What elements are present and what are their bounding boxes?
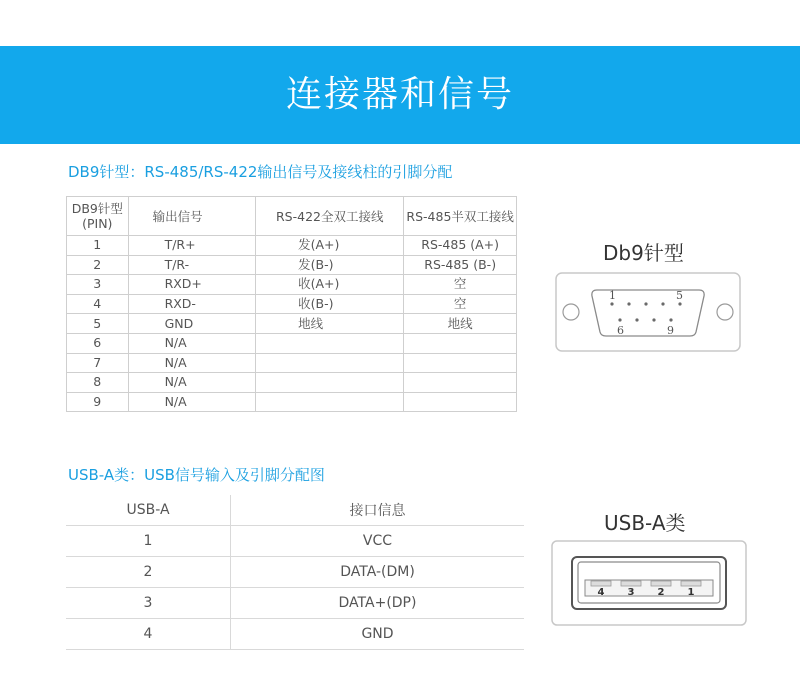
usb-pinout-table — [66, 495, 524, 650]
db9-connector-diagram — [555, 272, 741, 352]
db9-pin-4 — [661, 302, 664, 305]
rs422-cell — [256, 333, 404, 353]
rs422-cell: 收(A+) — [256, 275, 404, 295]
signal-cell: RXD- — [128, 294, 256, 314]
usb-pin-cell: 2 — [66, 557, 231, 588]
pin-cell: 9 — [67, 392, 129, 412]
db9-label-5: 5 — [676, 289, 683, 302]
db9-header-rs422: RS-422全双工接线 — [256, 197, 404, 236]
usb-contact-4 — [591, 581, 611, 586]
db9-header-pin-label: DB9针型 — [71, 201, 123, 216]
db9-section-title: DB9针型：RS-485/RS-422输出信号及接线柱的引脚分配 — [68, 163, 453, 181]
rs422-cell — [256, 373, 404, 393]
db9-header-pin-sub: (PIN) — [82, 216, 113, 231]
table-row — [67, 236, 517, 256]
db9-header-rs485: RS-485半双工接线 — [404, 197, 517, 236]
db9-pinout-table — [66, 196, 517, 412]
db9-label-9: 9 — [667, 324, 674, 337]
usb-figure-label: USB-A类 — [604, 511, 686, 535]
title-banner — [0, 46, 800, 144]
rs422-cell: 地线 — [256, 314, 404, 334]
usb-info-cell: GND — [231, 619, 525, 650]
db9-label-1: 1 — [609, 289, 616, 302]
signal-cell: N/A — [128, 392, 256, 412]
signal-cell: N/A — [128, 353, 256, 373]
rs422-cell: 收(B-) — [256, 294, 404, 314]
rs485-cell: RS-485 (A+) — [404, 236, 517, 256]
usb-a-connector-diagram — [551, 540, 747, 626]
db9-pin-7 — [635, 318, 638, 321]
table-row — [67, 275, 517, 295]
usb-pin-cell: 4 — [66, 619, 231, 650]
pin-cell: 7 — [67, 353, 129, 373]
usb-info-cell: DATA-(DM) — [231, 557, 525, 588]
usb-contact-3 — [621, 581, 641, 586]
rs422-cell — [256, 392, 404, 412]
usb-pin-cell: 3 — [66, 588, 231, 619]
table-row — [66, 619, 524, 650]
usb-pin-label-4: 4 — [597, 587, 605, 598]
usb-info-cell: VCC — [231, 526, 525, 557]
table-row — [66, 557, 524, 588]
signal-cell: N/A — [128, 333, 256, 353]
signal-cell: RXD+ — [128, 275, 256, 295]
page-title: 连接器和信号 — [285, 74, 514, 115]
db9-pin-3 — [644, 302, 647, 305]
rs485-cell: 地线 — [404, 314, 517, 334]
pin-cell: 8 — [67, 373, 129, 393]
pin-cell: 2 — [67, 255, 129, 275]
db9-pin-2 — [627, 302, 630, 305]
db9-pin-5 — [678, 302, 681, 305]
rs485-cell — [404, 373, 517, 393]
rs485-cell — [404, 392, 517, 412]
pin-cell: 6 — [67, 333, 129, 353]
db9-header-signal: 输出信号 — [128, 197, 256, 236]
db9-header-pin — [67, 197, 129, 236]
rs422-cell: 发(A+) — [256, 236, 404, 256]
signal-cell: T/R- — [128, 255, 256, 275]
pin-cell: 5 — [67, 314, 129, 334]
db9-figure-label: Db9针型 — [603, 241, 684, 265]
rs422-cell: 发(B-) — [256, 255, 404, 275]
db9-pin-1 — [610, 302, 613, 305]
usb-header-row — [66, 495, 524, 526]
rs485-cell — [404, 353, 517, 373]
table-row — [67, 314, 517, 334]
table-row — [67, 353, 517, 373]
db9-pin-9 — [669, 318, 672, 321]
usb-header-info: 接口信息 — [231, 495, 525, 526]
usb-pin-label-3: 3 — [627, 587, 635, 598]
db9-header-row — [67, 197, 517, 236]
usb-contact-2 — [651, 581, 671, 586]
rs485-cell — [404, 333, 517, 353]
rs485-cell: RS-485 (B-) — [404, 255, 517, 275]
db9-pin-6 — [618, 318, 621, 321]
table-row — [67, 392, 517, 412]
signal-cell: T/R+ — [128, 236, 256, 256]
usb-pin-label-1: 1 — [687, 587, 695, 598]
usb-contact-1 — [681, 581, 701, 586]
pin-cell: 1 — [67, 236, 129, 256]
db9-connector-body — [556, 273, 740, 351]
table-row — [67, 373, 517, 393]
usb-pin-label-2: 2 — [657, 587, 665, 598]
rs485-cell: 空 — [404, 275, 517, 295]
usb-section-title: USB-A类：USB信号输入及引脚分配图 — [68, 466, 325, 484]
usb-header-pin: USB-A — [66, 495, 231, 526]
signal-cell: N/A — [128, 373, 256, 393]
table-row — [67, 333, 517, 353]
usb-pin-cell: 1 — [66, 526, 231, 557]
pin-cell: 3 — [67, 275, 129, 295]
db9-pin-8 — [652, 318, 655, 321]
table-row — [67, 255, 517, 275]
table-row — [66, 588, 524, 619]
signal-cell: GND — [128, 314, 256, 334]
usb-info-cell: DATA+(DP) — [231, 588, 525, 619]
table-row — [67, 294, 517, 314]
db9-label-6: 6 — [617, 324, 624, 337]
table-row — [66, 526, 524, 557]
rs422-cell — [256, 353, 404, 373]
pin-cell: 4 — [67, 294, 129, 314]
rs485-cell: 空 — [404, 294, 517, 314]
